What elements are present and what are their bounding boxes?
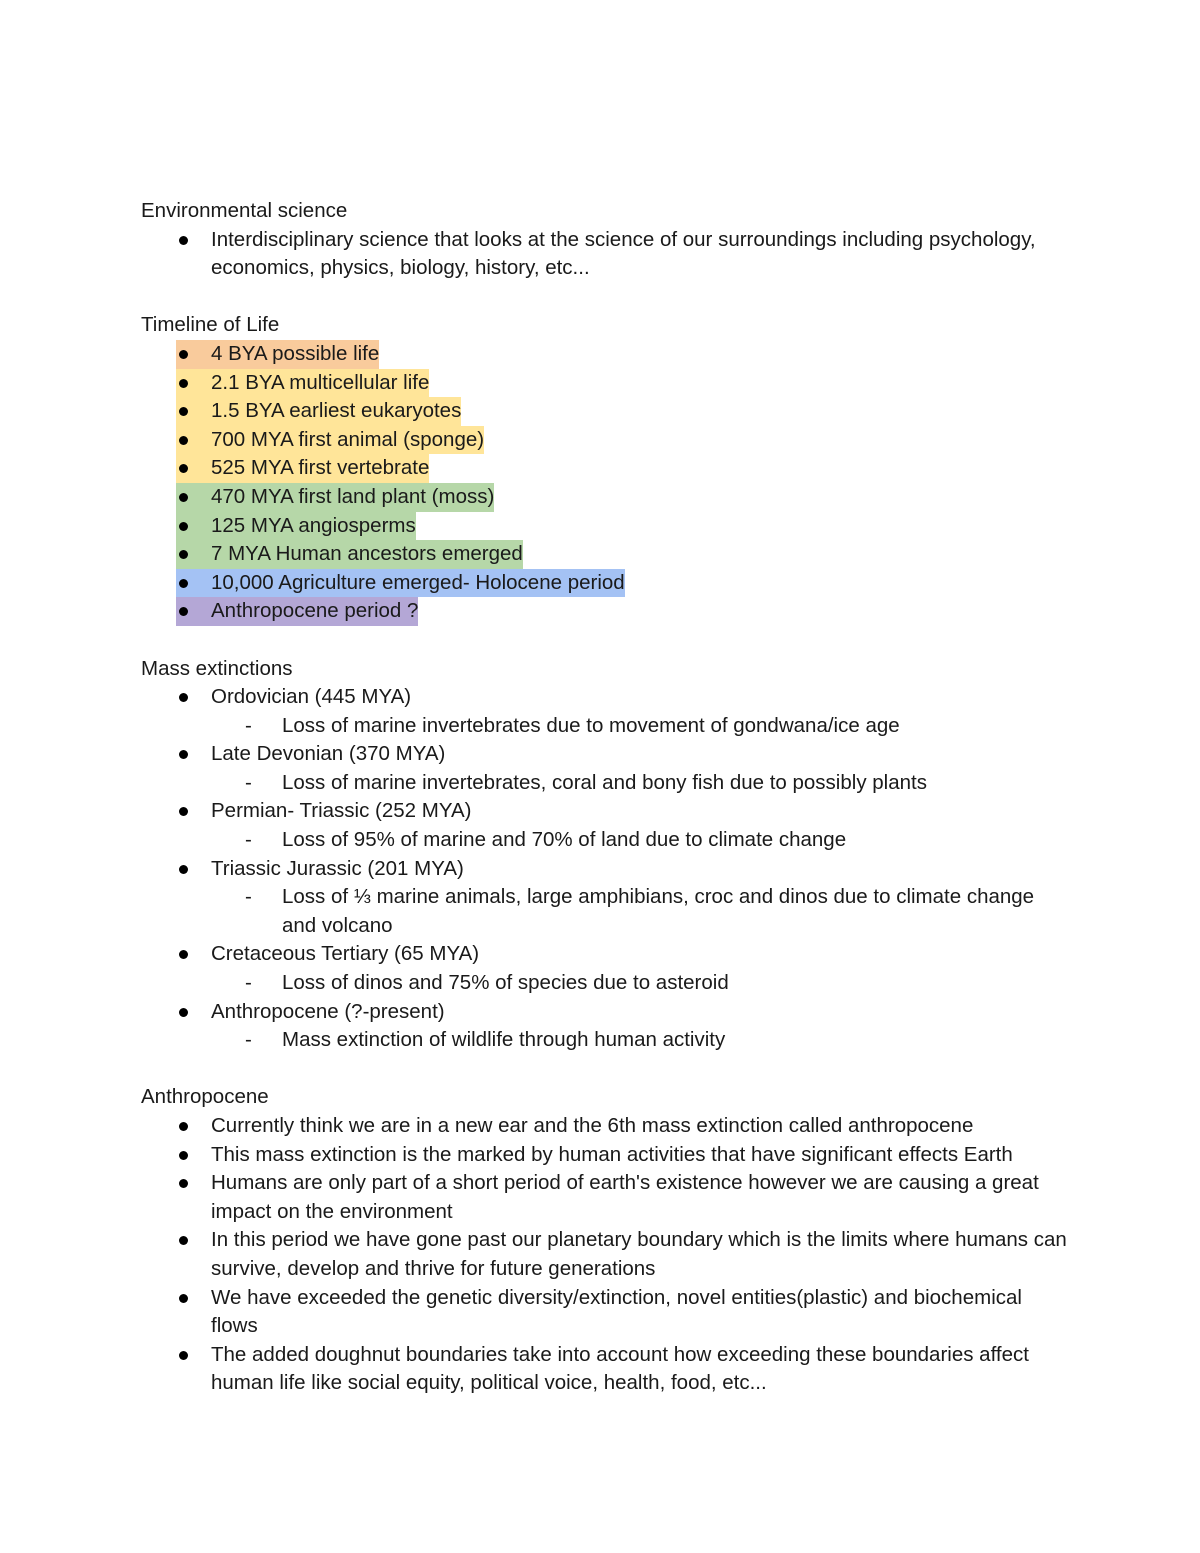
bullet-icon: [179, 1294, 188, 1303]
bullet-icon: [179, 436, 188, 445]
list-item-text: In this period we have gone past our planetary boundary which is the limits where humans can survive, develop and thrive for future generations: [211, 1228, 1067, 1280]
list-item-text: Humans are only part of a short period of earth's existence however we are causing a great impact on the environment: [211, 1171, 1039, 1223]
bullet-icon: [179, 522, 188, 531]
dash-icon: -: [245, 1028, 252, 1052]
timeline-item: [141, 426, 1071, 455]
list-item: [141, 1112, 1071, 1141]
list-item: [141, 998, 1071, 1055]
bullet-icon: [179, 379, 188, 388]
bullet-icon: [179, 807, 188, 816]
bullet-icon: [179, 236, 188, 245]
dash-icon: -: [245, 828, 252, 852]
extinction-detail: Loss of marine invertebrates due to movement of gondwana/ice age: [282, 713, 900, 737]
timeline-item: [141, 454, 1071, 483]
list-item: [141, 797, 1071, 854]
timeline-item-text: 125 MYA angiosperms: [211, 513, 416, 537]
timeline-item-text: 700 MYA first animal (sponge): [211, 427, 485, 451]
bullet-icon: [179, 1151, 188, 1160]
sub-list-item: [141, 883, 1071, 940]
list-item: [141, 1141, 1071, 1170]
highlight: [176, 483, 494, 512]
dash-icon: -: [245, 770, 252, 794]
section-heading-mass-extinctions: Mass extinctions: [141, 656, 293, 680]
bullet-icon: [179, 1008, 188, 1017]
list-item: [141, 1284, 1071, 1341]
bullet-icon: [179, 1122, 188, 1131]
extinctions-list: [141, 683, 1071, 1055]
anthropocene-list: [141, 1112, 1071, 1398]
section-heading-environmental-science: Environmental science: [141, 199, 348, 222]
list-item: [141, 683, 1071, 740]
bullet-icon: [179, 1236, 188, 1245]
bullet-icon: [179, 350, 188, 359]
timeline-item: [141, 597, 1071, 626]
timeline-item-text: 470 MYA first land plant (moss): [211, 484, 495, 508]
bullet-icon: [179, 1351, 188, 1360]
env-bullet-list: [141, 226, 1071, 283]
bullet-icon: [179, 750, 188, 759]
list-item: [141, 740, 1071, 797]
list-item: [141, 940, 1071, 997]
timeline-item: [141, 369, 1071, 398]
bullet-icon: [179, 493, 188, 502]
extinction-detail: Mass extinction of wildlife through human activity: [282, 1028, 726, 1052]
extinction-title: Cretaceous Tertiary (65 MYA): [211, 942, 480, 966]
extinction-title: Triassic Jurassic (201 MYA): [211, 856, 464, 880]
extinction-detail: Loss of ⅓ marine animals, large amphibians, croc and dinos due to climate change and volcano: [282, 885, 1035, 937]
extinction-title: Ordovician (445 MYA): [211, 685, 412, 709]
bullet-icon: [179, 550, 188, 559]
list-item: [141, 226, 1071, 283]
timeline-list: [141, 340, 1071, 626]
list-item: [141, 1169, 1071, 1226]
bullet-icon: [179, 407, 188, 416]
highlight: [176, 512, 416, 541]
highlight: [176, 397, 461, 426]
timeline-item: [141, 569, 1071, 598]
timeline-item-text: 525 MYA first vertebrate: [211, 456, 430, 480]
timeline-item-text: 2.1 BYA multicellular life: [211, 370, 430, 394]
highlight: [176, 540, 523, 569]
timeline-item-text: 7 MYA Human ancestors emerged: [211, 542, 523, 566]
sub-list-item: [141, 969, 1071, 998]
bullet-icon: [179, 607, 188, 616]
bullet-icon: [179, 693, 188, 702]
extinction-title: Permian- Triassic (252 MYA): [211, 799, 472, 823]
highlight: [176, 426, 484, 455]
section-heading-timeline-of-life: Timeline of Life: [141, 313, 280, 337]
extinction-detail: Loss of marine invertebrates, coral and bony fish due to possibly plants: [282, 770, 927, 794]
list-item: [141, 1341, 1071, 1398]
timeline-item: [141, 483, 1071, 512]
timeline-item: [141, 397, 1071, 426]
highlight: [176, 597, 418, 626]
sub-list-item: [141, 826, 1071, 855]
list-item-text: This mass extinction is the marked by human activities that have significant effects Earth: [211, 1142, 1013, 1166]
highlight: [176, 569, 625, 598]
timeline-item-text: 4 BYA possible life: [211, 341, 380, 365]
bullet-icon: [179, 579, 188, 588]
highlight: [176, 369, 429, 398]
timeline-item-text: Anthropocene period ?: [211, 599, 419, 623]
sub-list-item: [141, 712, 1071, 741]
highlight: [176, 454, 429, 483]
list-item-text: The added doughnut boundaries take into account how exceeding these boundaries affect human life like social equity, political voice, health, food, etc...: [211, 1342, 1029, 1395]
timeline-item: [141, 512, 1071, 541]
dash-icon: -: [245, 971, 252, 995]
extinction-title: Late Devonian (370 MYA): [211, 742, 446, 766]
bullet-icon: [179, 464, 188, 473]
list-item: [141, 1226, 1071, 1283]
list-item-text: Interdisciplinary science that looks at the science of our surroundings including psychology, economics, physics, biology, history, etc...: [211, 227, 1036, 280]
highlight: [176, 340, 379, 369]
timeline-item: [141, 540, 1071, 569]
sub-list-item: [141, 1026, 1071, 1055]
extinction-detail: Loss of 95% of marine and 70% of land due to climate change: [282, 828, 847, 852]
list-item-text: We have exceeded the genetic diversity/extinction, novel entities(plastic) and biochemical flows: [211, 1285, 1022, 1338]
dash-icon: -: [245, 713, 252, 737]
list-item: [141, 855, 1071, 941]
extinction-detail: Loss of dinos and 75% of species due to asteroid: [282, 971, 729, 995]
sub-list-item: [141, 769, 1071, 798]
timeline-item-text: 10,000 Agriculture emerged- Holocene period: [211, 570, 625, 594]
section-heading-anthropocene: Anthropocene: [141, 1085, 269, 1109]
bullet-icon: [179, 1179, 188, 1188]
list-item-text: Currently think we are in a new ear and the 6th mass extinction called anthropocene: [211, 1114, 974, 1137]
document-page: [141, 197, 1071, 1398]
extinction-title: Anthropocene (?-present): [211, 999, 445, 1023]
dash-icon: -: [245, 885, 252, 909]
bullet-icon: [179, 950, 188, 959]
timeline-item: [141, 340, 1071, 369]
bullet-icon: [179, 865, 188, 874]
timeline-item-text: 1.5 BYA earliest eukaryotes: [211, 399, 462, 423]
